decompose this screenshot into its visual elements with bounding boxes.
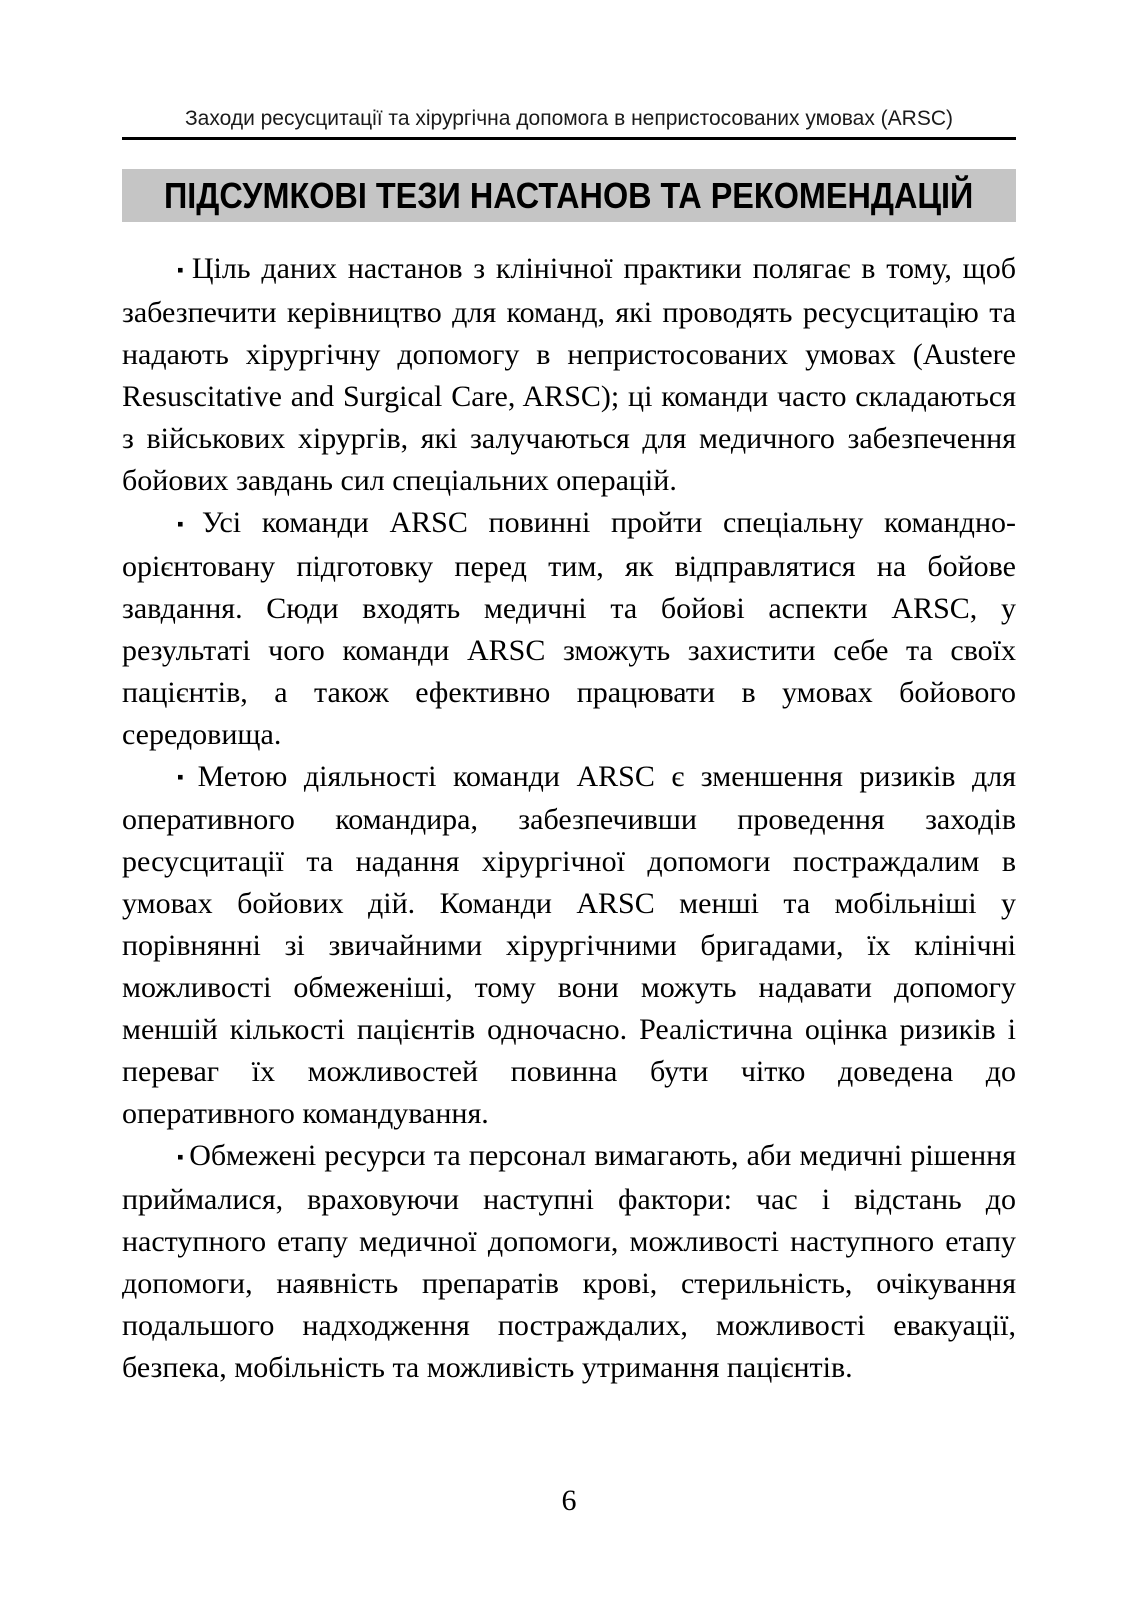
section-title-text: ПІДСУМКОВІ ТЕЗИ НАСТАНОВ ТА РЕКОМЕНДАЦІЙ: [164, 174, 974, 216]
body-text: [122, 248, 1016, 1389]
square-bullet-icon: ▪: [177, 513, 197, 535]
running-header-text: Заходи ресусцитації та хірургічна допомога в непристосованих умовах (ARSC): [184, 107, 954, 130]
section-title: [122, 169, 1016, 222]
square-bullet-icon: ▪: [177, 1147, 185, 1169]
running-header: [122, 0, 1016, 140]
square-bullet-icon: ▪: [177, 259, 187, 281]
text-column: [122, 0, 1016, 1389]
square-bullet-icon: ▪: [177, 767, 193, 789]
paragraph-text: Обмежені ресурси та персонал вимагають, аби медичні рішення приймалися, враховуючи наступні фактори: час і відстань до наступного етапу медичної допомоги, можливості наступного етапу допомоги, наявність препаратів крові, стерильність, очікування подальшого надходження постраждалих, можливості евакуації, безпека, мобільність та можливість утримання пацієнтів.: [122, 1139, 1016, 1385]
paragraph: [122, 1135, 1016, 1389]
paragraph: [122, 502, 1016, 756]
paragraph: [122, 756, 1016, 1136]
page-number: 6: [561, 1484, 577, 1517]
paragraph-text: Усі команди ARSC повинні пройти спеціальну командно-орієнтовану підготовку перед тим, як відправлятися на бойове завдання. Сюди входять медичні та бойові аспекти ARSC, у результаті чого команди ARSC зможуть захистити себе та своїх пацієнтів, а також ефективно працювати в умовах бойового середовища.: [122, 505, 1016, 751]
paragraph-text: Ціль даних настанов з клінічної практики полягає в тому, щоб забезпечити керівництво для команд, які проводять ресусцитацію та надають хірургічну допомогу в непристосованих умовах (Austere Resuscitative and Surgical Care, ARSC); ці команди часто складаються з військових хірургів, які залучаються для медичного забезпечення бойових завдань сил спеціальних операцій.: [122, 252, 1017, 497]
paragraph-text: Метою діяльності команди ARSC є зменшення ризиків для оперативного командира, забезпечивши проведення заходів ресусцитації та надання хірургічної допомоги постраждалим в умовах бойових дій. Команди ARSC менші та мобільніші у порівнянні зі звичайними хірургічними бригадами, їх клінічні можливості обмеженіші, тому вони можуть надавати допомогу меншій кількості пацієнтів одночасно. Реалістична оцінка ризиків і переваг їх можливостей повинна бути чітко доведена до оперативного командування.: [122, 759, 1017, 1131]
paragraph: [122, 248, 1016, 502]
